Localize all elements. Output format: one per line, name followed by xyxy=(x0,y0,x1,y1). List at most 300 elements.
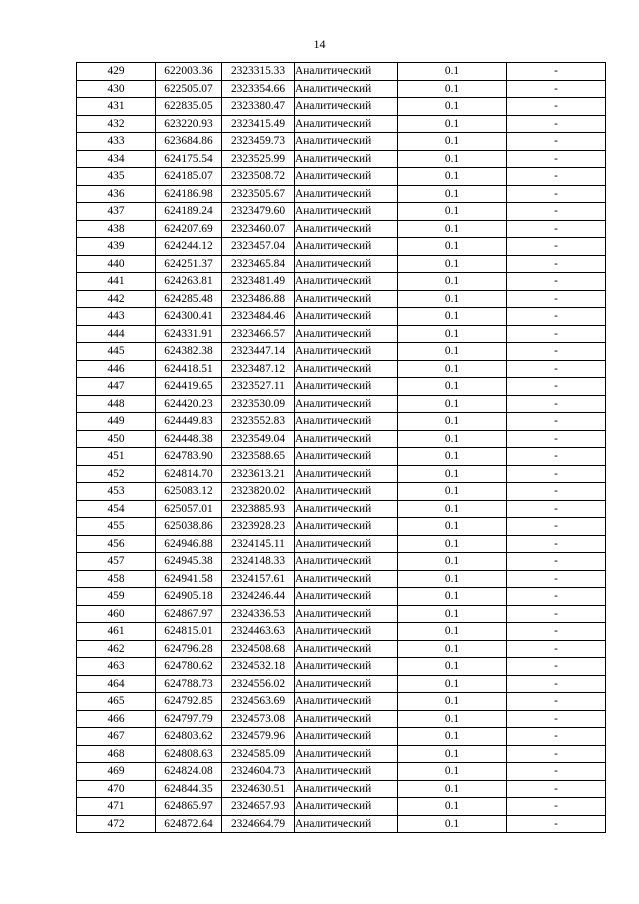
accuracy-cell: 0.1 xyxy=(398,693,507,711)
table-row xyxy=(77,780,606,798)
method-cell: Аналитический xyxy=(295,483,398,501)
accuracy-cell: 0.1 xyxy=(398,780,507,798)
point-number-cell: 445 xyxy=(77,343,156,361)
accuracy-cell: 0.1 xyxy=(398,325,507,343)
x-coordinate-cell: 624865.97 xyxy=(156,798,222,816)
y-coordinate-cell: 2323460.07 xyxy=(222,220,295,238)
y-coordinate-cell: 2323415.49 xyxy=(222,115,295,133)
point-number-cell: 439 xyxy=(77,238,156,256)
method-cell: Аналитический xyxy=(295,518,398,536)
table-row xyxy=(77,63,606,81)
note-cell: - xyxy=(507,658,606,676)
method-cell: Аналитический xyxy=(295,413,398,431)
note-cell: - xyxy=(507,518,606,536)
method-cell: Аналитический xyxy=(295,658,398,676)
point-number-cell: 459 xyxy=(77,588,156,606)
y-coordinate-cell: 2324246.44 xyxy=(222,588,295,606)
accuracy-cell: 0.1 xyxy=(398,815,507,833)
method-cell: Аналитический xyxy=(295,780,398,798)
accuracy-cell: 0.1 xyxy=(398,448,507,466)
table-row xyxy=(77,815,606,833)
note-cell: - xyxy=(507,798,606,816)
y-coordinate-cell: 2323315.33 xyxy=(222,63,295,81)
point-number-cell: 450 xyxy=(77,430,156,448)
point-number-cell: 458 xyxy=(77,570,156,588)
table-row xyxy=(77,605,606,623)
point-number-cell: 436 xyxy=(77,185,156,203)
table-row xyxy=(77,378,606,396)
accuracy-cell: 0.1 xyxy=(398,220,507,238)
note-cell: - xyxy=(507,728,606,746)
method-cell: Аналитический xyxy=(295,763,398,781)
x-coordinate-cell: 622003.36 xyxy=(156,63,222,81)
x-coordinate-cell: 624783.90 xyxy=(156,448,222,466)
table-row xyxy=(77,465,606,483)
method-cell: Аналитический xyxy=(295,255,398,273)
x-coordinate-cell: 622835.05 xyxy=(156,98,222,116)
note-cell: - xyxy=(507,290,606,308)
accuracy-cell: 0.1 xyxy=(398,728,507,746)
accuracy-cell: 0.1 xyxy=(398,80,507,98)
x-coordinate-cell: 624872.64 xyxy=(156,815,222,833)
point-number-cell: 471 xyxy=(77,798,156,816)
y-coordinate-cell: 2323479.60 xyxy=(222,203,295,221)
table-row xyxy=(77,500,606,518)
table-row xyxy=(77,325,606,343)
method-cell: Аналитический xyxy=(295,605,398,623)
point-number-cell: 448 xyxy=(77,395,156,413)
x-coordinate-cell: 624285.48 xyxy=(156,290,222,308)
y-coordinate-cell: 2324508.68 xyxy=(222,640,295,658)
note-cell: - xyxy=(507,465,606,483)
accuracy-cell: 0.1 xyxy=(398,115,507,133)
x-coordinate-cell: 625083.12 xyxy=(156,483,222,501)
method-cell: Аналитический xyxy=(295,273,398,291)
y-coordinate-cell: 2324145.11 xyxy=(222,535,295,553)
y-coordinate-cell: 2323484.46 xyxy=(222,308,295,326)
table-row xyxy=(77,693,606,711)
method-cell: Аналитический xyxy=(295,395,398,413)
x-coordinate-cell: 624419.65 xyxy=(156,378,222,396)
table-row xyxy=(77,273,606,291)
table-row xyxy=(77,360,606,378)
accuracy-cell: 0.1 xyxy=(398,658,507,676)
method-cell: Аналитический xyxy=(295,98,398,116)
method-cell: Аналитический xyxy=(295,623,398,641)
method-cell: Аналитический xyxy=(295,133,398,151)
table-row xyxy=(77,203,606,221)
point-number-cell: 463 xyxy=(77,658,156,676)
point-number-cell: 449 xyxy=(77,413,156,431)
x-coordinate-cell: 624844.35 xyxy=(156,780,222,798)
x-coordinate-cell: 624946.88 xyxy=(156,535,222,553)
point-number-cell: 468 xyxy=(77,745,156,763)
accuracy-cell: 0.1 xyxy=(398,133,507,151)
x-coordinate-cell: 624803.62 xyxy=(156,728,222,746)
accuracy-cell: 0.1 xyxy=(398,343,507,361)
table-row xyxy=(77,518,606,536)
point-number-cell: 434 xyxy=(77,150,156,168)
table-row xyxy=(77,535,606,553)
accuracy-cell: 0.1 xyxy=(398,273,507,291)
y-coordinate-cell: 2324336.53 xyxy=(222,605,295,623)
note-cell: - xyxy=(507,80,606,98)
x-coordinate-cell: 624331.91 xyxy=(156,325,222,343)
point-number-cell: 457 xyxy=(77,553,156,571)
note-cell: - xyxy=(507,343,606,361)
x-coordinate-cell: 624448.38 xyxy=(156,430,222,448)
x-coordinate-cell: 624185.07 xyxy=(156,168,222,186)
note-cell: - xyxy=(507,150,606,168)
note-cell: - xyxy=(507,395,606,413)
method-cell: Аналитический xyxy=(295,290,398,308)
point-number-cell: 453 xyxy=(77,483,156,501)
x-coordinate-cell: 625057.01 xyxy=(156,500,222,518)
note-cell: - xyxy=(507,115,606,133)
method-cell: Аналитический xyxy=(295,308,398,326)
accuracy-cell: 0.1 xyxy=(398,360,507,378)
accuracy-cell: 0.1 xyxy=(398,588,507,606)
method-cell: Аналитический xyxy=(295,815,398,833)
point-number-cell: 442 xyxy=(77,290,156,308)
method-cell: Аналитический xyxy=(295,63,398,81)
point-number-cell: 464 xyxy=(77,675,156,693)
method-cell: Аналитический xyxy=(295,343,398,361)
note-cell: - xyxy=(507,255,606,273)
accuracy-cell: 0.1 xyxy=(398,605,507,623)
table-row xyxy=(77,98,606,116)
method-cell: Аналитический xyxy=(295,570,398,588)
note-cell: - xyxy=(507,623,606,641)
y-coordinate-cell: 2323508.72 xyxy=(222,168,295,186)
note-cell: - xyxy=(507,133,606,151)
method-cell: Аналитический xyxy=(295,710,398,728)
accuracy-cell: 0.1 xyxy=(398,640,507,658)
y-coordinate-cell: 2324664.79 xyxy=(222,815,295,833)
table-row xyxy=(77,133,606,151)
x-coordinate-cell: 624797.79 xyxy=(156,710,222,728)
point-number-cell: 443 xyxy=(77,308,156,326)
accuracy-cell: 0.1 xyxy=(398,675,507,693)
y-coordinate-cell: 2323459.73 xyxy=(222,133,295,151)
method-cell: Аналитический xyxy=(295,640,398,658)
note-cell: - xyxy=(507,238,606,256)
accuracy-cell: 0.1 xyxy=(398,413,507,431)
point-number-cell: 447 xyxy=(77,378,156,396)
point-number-cell: 452 xyxy=(77,465,156,483)
method-cell: Аналитический xyxy=(295,675,398,693)
accuracy-cell: 0.1 xyxy=(398,710,507,728)
note-cell: - xyxy=(507,640,606,658)
accuracy-cell: 0.1 xyxy=(398,238,507,256)
method-cell: Аналитический xyxy=(295,80,398,98)
table-row xyxy=(77,588,606,606)
x-coordinate-cell: 624945.38 xyxy=(156,553,222,571)
table-row xyxy=(77,308,606,326)
x-coordinate-cell: 624815.01 xyxy=(156,623,222,641)
x-coordinate-cell: 624251.37 xyxy=(156,255,222,273)
table-row xyxy=(77,238,606,256)
accuracy-cell: 0.1 xyxy=(398,378,507,396)
point-number-cell: 437 xyxy=(77,203,156,221)
table-row xyxy=(77,290,606,308)
method-cell: Аналитический xyxy=(295,168,398,186)
method-cell: Аналитический xyxy=(295,115,398,133)
y-coordinate-cell: 2324148.33 xyxy=(222,553,295,571)
method-cell: Аналитический xyxy=(295,448,398,466)
accuracy-cell: 0.1 xyxy=(398,98,507,116)
note-cell: - xyxy=(507,693,606,711)
note-cell: - xyxy=(507,360,606,378)
accuracy-cell: 0.1 xyxy=(398,465,507,483)
y-coordinate-cell: 2323613.21 xyxy=(222,465,295,483)
table-row xyxy=(77,658,606,676)
point-number-cell: 451 xyxy=(77,448,156,466)
note-cell: - xyxy=(507,185,606,203)
x-coordinate-cell: 624175.54 xyxy=(156,150,222,168)
x-coordinate-cell: 624824.08 xyxy=(156,763,222,781)
note-cell: - xyxy=(507,273,606,291)
y-coordinate-cell: 2324630.51 xyxy=(222,780,295,798)
y-coordinate-cell: 2323505.67 xyxy=(222,185,295,203)
note-cell: - xyxy=(507,570,606,588)
page-number: 14 xyxy=(313,37,326,51)
accuracy-cell: 0.1 xyxy=(398,63,507,81)
y-coordinate-cell: 2323486.88 xyxy=(222,290,295,308)
accuracy-cell: 0.1 xyxy=(398,150,507,168)
y-coordinate-cell: 2323928.23 xyxy=(222,518,295,536)
table-row xyxy=(77,483,606,501)
y-coordinate-cell: 2323552.83 xyxy=(222,413,295,431)
y-coordinate-cell: 2323525.99 xyxy=(222,150,295,168)
note-cell: - xyxy=(507,203,606,221)
method-cell: Аналитический xyxy=(295,588,398,606)
x-coordinate-cell: 624788.73 xyxy=(156,675,222,693)
x-coordinate-cell: 624792.85 xyxy=(156,693,222,711)
y-coordinate-cell: 2323481.49 xyxy=(222,273,295,291)
point-number-cell: 456 xyxy=(77,535,156,553)
accuracy-cell: 0.1 xyxy=(398,483,507,501)
accuracy-cell: 0.1 xyxy=(398,308,507,326)
accuracy-cell: 0.1 xyxy=(398,290,507,308)
accuracy-cell: 0.1 xyxy=(398,518,507,536)
y-coordinate-cell: 2323487.12 xyxy=(222,360,295,378)
point-number-cell: 430 xyxy=(77,80,156,98)
point-number-cell: 467 xyxy=(77,728,156,746)
point-number-cell: 432 xyxy=(77,115,156,133)
accuracy-cell: 0.1 xyxy=(398,203,507,221)
table-row xyxy=(77,448,606,466)
y-coordinate-cell: 2324556.02 xyxy=(222,675,295,693)
note-cell: - xyxy=(507,588,606,606)
x-coordinate-cell: 624186.98 xyxy=(156,185,222,203)
point-number-cell: 431 xyxy=(77,98,156,116)
x-coordinate-cell: 624796.28 xyxy=(156,640,222,658)
point-number-cell: 469 xyxy=(77,763,156,781)
y-coordinate-cell: 2323527.11 xyxy=(222,378,295,396)
y-coordinate-cell: 2323354.66 xyxy=(222,80,295,98)
method-cell: Аналитический xyxy=(295,798,398,816)
table-row xyxy=(77,255,606,273)
table-row xyxy=(77,185,606,203)
note-cell: - xyxy=(507,63,606,81)
note-cell: - xyxy=(507,448,606,466)
note-cell: - xyxy=(507,325,606,343)
table-row xyxy=(77,168,606,186)
method-cell: Аналитический xyxy=(295,220,398,238)
point-number-cell: 441 xyxy=(77,273,156,291)
table-row xyxy=(77,430,606,448)
table-row xyxy=(77,413,606,431)
point-number-cell: 470 xyxy=(77,780,156,798)
table-row xyxy=(77,798,606,816)
y-coordinate-cell: 2323588.65 xyxy=(222,448,295,466)
accuracy-cell: 0.1 xyxy=(398,430,507,448)
accuracy-cell: 0.1 xyxy=(398,500,507,518)
point-number-cell: 433 xyxy=(77,133,156,151)
x-coordinate-cell: 625038.86 xyxy=(156,518,222,536)
y-coordinate-cell: 2324604.73 xyxy=(222,763,295,781)
method-cell: Аналитический xyxy=(295,553,398,571)
x-coordinate-cell: 623220.93 xyxy=(156,115,222,133)
y-coordinate-cell: 2323820.02 xyxy=(222,483,295,501)
table-row xyxy=(77,343,606,361)
y-coordinate-cell: 2323380.47 xyxy=(222,98,295,116)
note-cell: - xyxy=(507,675,606,693)
x-coordinate-cell: 624207.69 xyxy=(156,220,222,238)
y-coordinate-cell: 2324532.18 xyxy=(222,658,295,676)
table-row xyxy=(77,745,606,763)
y-coordinate-cell: 2324573.08 xyxy=(222,710,295,728)
y-coordinate-cell: 2323457.04 xyxy=(222,238,295,256)
accuracy-cell: 0.1 xyxy=(398,553,507,571)
accuracy-cell: 0.1 xyxy=(398,535,507,553)
accuracy-cell: 0.1 xyxy=(398,395,507,413)
point-number-cell: 472 xyxy=(77,815,156,833)
accuracy-cell: 0.1 xyxy=(398,168,507,186)
point-number-cell: 461 xyxy=(77,623,156,641)
table-row xyxy=(77,640,606,658)
point-number-cell: 454 xyxy=(77,500,156,518)
note-cell: - xyxy=(507,413,606,431)
table-row xyxy=(77,220,606,238)
x-coordinate-cell: 624244.12 xyxy=(156,238,222,256)
y-coordinate-cell: 2323447.14 xyxy=(222,343,295,361)
x-coordinate-cell: 624814.70 xyxy=(156,465,222,483)
method-cell: Аналитический xyxy=(295,203,398,221)
y-coordinate-cell: 2323549.04 xyxy=(222,430,295,448)
x-coordinate-cell: 624905.18 xyxy=(156,588,222,606)
table-row xyxy=(77,710,606,728)
y-coordinate-cell: 2324657.93 xyxy=(222,798,295,816)
note-cell: - xyxy=(507,98,606,116)
accuracy-cell: 0.1 xyxy=(398,623,507,641)
point-number-cell: 465 xyxy=(77,693,156,711)
method-cell: Аналитический xyxy=(295,693,398,711)
table-row xyxy=(77,115,606,133)
x-coordinate-cell: 624420.23 xyxy=(156,395,222,413)
point-number-cell: 429 xyxy=(77,63,156,81)
method-cell: Аналитический xyxy=(295,238,398,256)
table-row xyxy=(77,395,606,413)
note-cell: - xyxy=(507,430,606,448)
point-number-cell: 446 xyxy=(77,360,156,378)
method-cell: Аналитический xyxy=(295,150,398,168)
x-coordinate-cell: 624808.63 xyxy=(156,745,222,763)
table-row xyxy=(77,80,606,98)
point-number-cell: 455 xyxy=(77,518,156,536)
accuracy-cell: 0.1 xyxy=(398,745,507,763)
table-row xyxy=(77,728,606,746)
note-cell: - xyxy=(507,763,606,781)
accuracy-cell: 0.1 xyxy=(398,763,507,781)
point-number-cell: 466 xyxy=(77,710,156,728)
note-cell: - xyxy=(507,745,606,763)
method-cell: Аналитический xyxy=(295,500,398,518)
point-number-cell: 462 xyxy=(77,640,156,658)
point-number-cell: 435 xyxy=(77,168,156,186)
accuracy-cell: 0.1 xyxy=(398,185,507,203)
note-cell: - xyxy=(507,605,606,623)
x-coordinate-cell: 624941.58 xyxy=(156,570,222,588)
x-coordinate-cell: 624449.83 xyxy=(156,413,222,431)
note-cell: - xyxy=(507,815,606,833)
note-cell: - xyxy=(507,535,606,553)
y-coordinate-cell: 2323530.09 xyxy=(222,395,295,413)
method-cell: Аналитический xyxy=(295,360,398,378)
y-coordinate-cell: 2324157.61 xyxy=(222,570,295,588)
x-coordinate-cell: 622505.07 xyxy=(156,80,222,98)
table-row xyxy=(77,570,606,588)
note-cell: - xyxy=(507,308,606,326)
x-coordinate-cell: 624780.62 xyxy=(156,658,222,676)
method-cell: Аналитический xyxy=(295,535,398,553)
point-number-cell: 440 xyxy=(77,255,156,273)
x-coordinate-cell: 624867.97 xyxy=(156,605,222,623)
y-coordinate-cell: 2323885.93 xyxy=(222,500,295,518)
point-number-cell: 444 xyxy=(77,325,156,343)
accuracy-cell: 0.1 xyxy=(398,570,507,588)
method-cell: Аналитический xyxy=(295,185,398,203)
x-coordinate-cell: 624418.51 xyxy=(156,360,222,378)
y-coordinate-cell: 2323465.84 xyxy=(222,255,295,273)
y-coordinate-cell: 2324585.09 xyxy=(222,745,295,763)
note-cell: - xyxy=(507,483,606,501)
coordinates-table-body xyxy=(77,63,606,833)
point-number-cell: 460 xyxy=(77,605,156,623)
note-cell: - xyxy=(507,220,606,238)
table-row xyxy=(77,763,606,781)
y-coordinate-cell: 2323466.57 xyxy=(222,325,295,343)
y-coordinate-cell: 2324463.63 xyxy=(222,623,295,641)
note-cell: - xyxy=(507,780,606,798)
x-coordinate-cell: 624189.24 xyxy=(156,203,222,221)
method-cell: Аналитический xyxy=(295,728,398,746)
accuracy-cell: 0.1 xyxy=(398,798,507,816)
table-row xyxy=(77,553,606,571)
note-cell: - xyxy=(507,553,606,571)
table-row xyxy=(77,150,606,168)
point-number-cell: 438 xyxy=(77,220,156,238)
method-cell: Аналитический xyxy=(295,465,398,483)
y-coordinate-cell: 2324579.96 xyxy=(222,728,295,746)
accuracy-cell: 0.1 xyxy=(398,255,507,273)
x-coordinate-cell: 624382.38 xyxy=(156,343,222,361)
x-coordinate-cell: 623684.86 xyxy=(156,133,222,151)
method-cell: Аналитический xyxy=(295,378,398,396)
coordinates-table xyxy=(76,62,606,833)
table-row xyxy=(77,623,606,641)
